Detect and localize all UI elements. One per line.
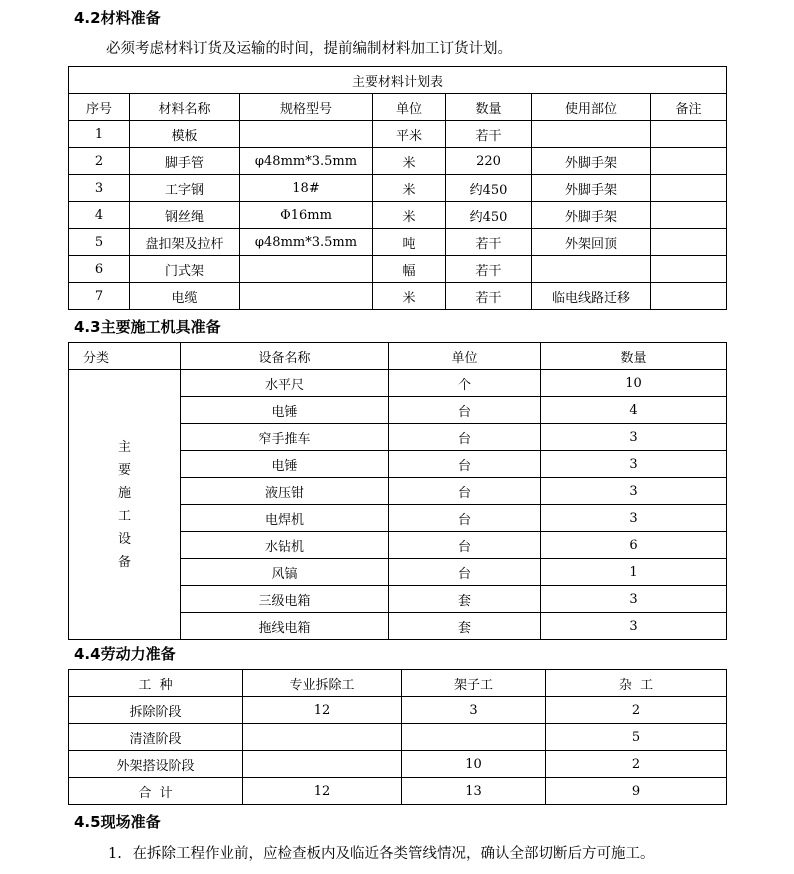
table-cell: 外脚手架 (532, 175, 651, 202)
column-header: 设备名称 (181, 343, 389, 370)
table-cell: 4 (541, 397, 727, 424)
column-header: 材料名称 (130, 94, 240, 121)
equipment-table (68, 342, 727, 640)
table-cell (651, 229, 727, 256)
table-cell: 3 (541, 478, 727, 505)
table-cell (651, 121, 727, 148)
table-cell: 18# (240, 175, 373, 202)
column-header: 备注 (651, 94, 727, 121)
table-cell: 工字钢 (130, 175, 240, 202)
table-row (69, 175, 727, 202)
section-heading-labor: 4.4劳动力准备 (74, 645, 176, 663)
table-row (69, 229, 727, 256)
table-cell: 13 (402, 778, 546, 805)
table-cell: 若干 (446, 229, 532, 256)
table-cell: 台 (389, 478, 541, 505)
table-cell (240, 256, 373, 283)
table-cell: 3 (541, 586, 727, 613)
table-cell: 10 (541, 370, 727, 397)
column-header: 架子工 (402, 670, 546, 697)
table-header-row (69, 94, 727, 121)
table-cell: 9 (546, 778, 727, 805)
table-total-row (69, 778, 727, 805)
table-cell (240, 121, 373, 148)
table-cell (651, 175, 727, 202)
table-cell: 水钻机 (181, 532, 389, 559)
materials-table-title: 主要材料计划表 (69, 67, 727, 94)
table-cell: 3 (541, 613, 727, 640)
table-row (69, 256, 727, 283)
table-row (69, 370, 727, 397)
list-item-text: 在拆除工程作业前，应检查板内及临近各类管线情况，确认全部切断后方可施工。 (132, 846, 655, 862)
table-cell: 盘扣架及拉杆 (130, 229, 240, 256)
table-cell: 电缆 (130, 283, 240, 310)
table-cell: 脚手管 (130, 148, 240, 175)
table-cell: 3 (402, 697, 546, 724)
category-char: 设 (117, 531, 131, 547)
table-cell: 台 (389, 397, 541, 424)
table-cell (532, 121, 651, 148)
table-cell (532, 256, 651, 283)
table-cell: 套 (389, 586, 541, 613)
list-item-number: 1. (108, 846, 122, 862)
table-cell: 5 (69, 229, 130, 256)
table-cell: 米 (373, 283, 446, 310)
table-cell: φ48mm*3.5mm (240, 148, 373, 175)
table-cell: 台 (389, 532, 541, 559)
table-row (69, 121, 727, 148)
table-cell: 三级电箱 (181, 586, 389, 613)
table-cell: 电焊机 (181, 505, 389, 532)
column-header: 使用部位 (532, 94, 651, 121)
table-cell (651, 148, 727, 175)
table-cell: 3 (541, 424, 727, 451)
column-header: 分类 (69, 343, 181, 370)
category-char: 工 (117, 508, 131, 524)
column-header: 序号 (69, 94, 130, 121)
table-cell: 外架搭设阶段 (69, 751, 243, 778)
table-cell (243, 751, 402, 778)
table-cell: 液压钳 (181, 478, 389, 505)
section-heading-site: 4.5现场准备 (74, 813, 161, 831)
table-cell: 临电线路迁移 (532, 283, 651, 310)
table-cell: 拖线电箱 (181, 613, 389, 640)
table-cell: 外脚手架 (532, 148, 651, 175)
table-cell: 米 (373, 202, 446, 229)
table-cell: 2 (69, 148, 130, 175)
category-char: 要 (117, 462, 131, 478)
table-row (69, 202, 727, 229)
table-cell: 合 计 (69, 778, 243, 805)
column-header: 专业拆除工 (243, 670, 402, 697)
table-row (69, 283, 727, 310)
table-cell: 若干 (446, 283, 532, 310)
materials-plan-table (68, 66, 727, 310)
table-cell: 米 (373, 175, 446, 202)
table-cell (243, 724, 402, 751)
table-header-row (69, 670, 727, 697)
table-cell: 幅 (373, 256, 446, 283)
table-cell: 1 (69, 121, 130, 148)
section-heading-materials: 4.2材料准备 (74, 9, 161, 27)
table-cell: 窄手推车 (181, 424, 389, 451)
table-row (69, 751, 727, 778)
table-cell: 3 (541, 505, 727, 532)
table-cell (651, 256, 727, 283)
table-cell: 套 (389, 613, 541, 640)
table-cell: 电锤 (181, 451, 389, 478)
table-row (69, 148, 727, 175)
table-cell: 模板 (130, 121, 240, 148)
table-cell: 12 (243, 697, 402, 724)
table-cell: 钢丝绳 (130, 202, 240, 229)
table-row (69, 724, 727, 751)
table-cell (240, 283, 373, 310)
table-cell: 3 (69, 175, 130, 202)
table-cell: 外脚手架 (532, 202, 651, 229)
table-cell: 约450 (446, 202, 532, 229)
table-cell: 10 (402, 751, 546, 778)
table-header-row (69, 343, 727, 370)
table-cell: 2 (546, 697, 727, 724)
table-cell: 米 (373, 148, 446, 175)
table-cell: 外架回顶 (532, 229, 651, 256)
materials-intro-text: 必须考虑材料订货及运输的时间，提前编制材料加工订货计划。 (106, 41, 512, 57)
table-cell: 台 (389, 559, 541, 586)
table-cell: 清渣阶段 (69, 724, 243, 751)
column-header: 规格型号 (240, 94, 373, 121)
table-cell: φ48mm*3.5mm (240, 229, 373, 256)
category-char: 备 (117, 554, 131, 570)
column-header: 单位 (373, 94, 446, 121)
section-heading-equipment: 4.3主要施工机具准备 (74, 318, 221, 336)
table-cell: 风镐 (181, 559, 389, 586)
column-header: 单位 (389, 343, 541, 370)
table-cell: 拆除阶段 (69, 697, 243, 724)
table-cell: 3 (541, 451, 727, 478)
table-cell: 门式架 (130, 256, 240, 283)
table-cell: 若干 (446, 121, 532, 148)
table-cell: 6 (69, 256, 130, 283)
table-cell: 电锤 (181, 397, 389, 424)
column-header: 数量 (541, 343, 727, 370)
table-cell: 5 (546, 724, 727, 751)
table-cell (651, 202, 727, 229)
equipment-category-cell (69, 370, 181, 640)
table-cell: 若干 (446, 256, 532, 283)
table-title-row (69, 67, 727, 94)
table-cell: 220 (446, 148, 532, 175)
table-cell: 台 (389, 451, 541, 478)
table-cell: 约450 (446, 175, 532, 202)
table-cell: 个 (389, 370, 541, 397)
table-row (69, 697, 727, 724)
table-cell: 台 (389, 505, 541, 532)
category-char: 施 (117, 485, 131, 501)
table-cell: 水平尺 (181, 370, 389, 397)
table-cell: 2 (546, 751, 727, 778)
table-cell: 12 (243, 778, 402, 805)
table-cell: 吨 (373, 229, 446, 256)
table-cell: Φ16mm (240, 202, 373, 229)
site-item-1 (108, 845, 654, 863)
table-cell: 7 (69, 283, 130, 310)
table-cell: 4 (69, 202, 130, 229)
column-header: 杂 工 (546, 670, 727, 697)
column-header: 数量 (446, 94, 532, 121)
table-cell: 1 (541, 559, 727, 586)
category-char: 主 (117, 439, 131, 455)
table-cell (402, 724, 546, 751)
column-header: 工 种 (69, 670, 243, 697)
labor-table (68, 669, 727, 805)
table-cell (651, 283, 727, 310)
table-cell: 台 (389, 424, 541, 451)
table-cell: 6 (541, 532, 727, 559)
table-cell: 平米 (373, 121, 446, 148)
